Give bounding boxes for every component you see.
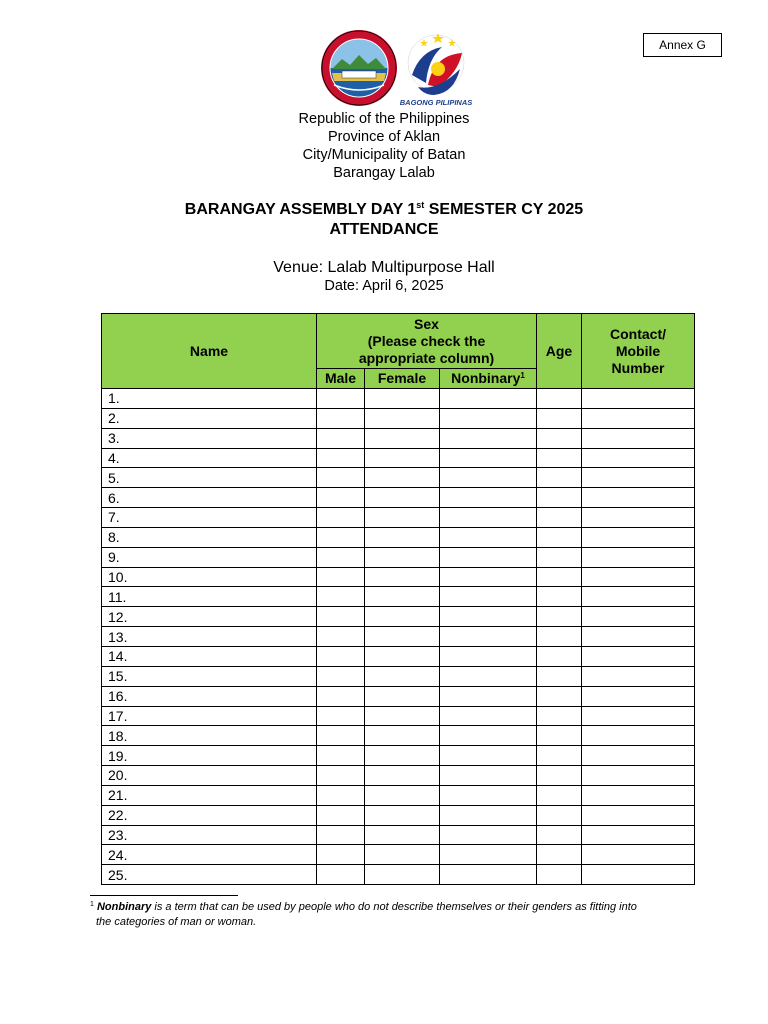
name-cell: 13. — [102, 627, 317, 647]
female-cell[interactable] — [365, 547, 440, 567]
name-cell: 18. — [102, 726, 317, 746]
nonbinary-cell[interactable] — [440, 805, 537, 825]
attendance-rows — [102, 389, 695, 885]
female-cell[interactable] — [365, 428, 440, 448]
name-cell: 10. — [102, 567, 317, 587]
age-cell[interactable] — [537, 428, 582, 448]
male-cell[interactable] — [317, 706, 365, 726]
age-cell[interactable] — [537, 666, 582, 686]
age-cell[interactable] — [537, 508, 582, 528]
header-sex — [317, 314, 537, 369]
male-cell[interactable] — [317, 766, 365, 786]
table-row — [102, 607, 695, 627]
table-row — [102, 666, 695, 686]
name-cell: 6. — [102, 488, 317, 508]
table-row — [102, 746, 695, 766]
footnote-text-2: the categories of man or woman. — [96, 916, 257, 928]
nonbinary-cell[interactable] — [440, 666, 537, 686]
age-cell[interactable] — [537, 567, 582, 587]
table-row — [102, 408, 695, 428]
contact-cell[interactable] — [582, 865, 695, 885]
nonbinary-cell[interactable] — [440, 825, 537, 845]
venue-text: Venue: Lalab Multipurpose Hall — [273, 259, 495, 276]
contact-cell[interactable] — [582, 666, 695, 686]
title-main: BARANGAY ASSEMBLY DAY 1 — [184, 201, 417, 218]
contact-cell[interactable] — [582, 488, 695, 508]
header-sex-instruction-2: appropriate column) — [358, 349, 495, 366]
footnote-term: Nonbinary — [96, 901, 152, 913]
attendance-table — [101, 313, 695, 885]
nonbinary-cell[interactable] — [440, 865, 537, 885]
nonbinary-cell[interactable] — [440, 468, 537, 488]
header-female: Female — [365, 369, 440, 389]
age-cell[interactable] — [537, 389, 582, 409]
title-superscript: st — [416, 200, 425, 210]
female-cell[interactable] — [365, 607, 440, 627]
age-cell[interactable] — [537, 706, 582, 726]
nonbinary-cell[interactable] — [440, 726, 537, 746]
contact-cell[interactable] — [582, 627, 695, 647]
contact-cell[interactable] — [582, 527, 695, 547]
footnote-marker: 1 — [90, 901, 94, 908]
title-line-1 — [0, 200, 768, 220]
male-cell[interactable] — [317, 468, 365, 488]
name-cell: 20. — [102, 766, 317, 786]
table-row — [102, 686, 695, 706]
male-cell[interactable] — [317, 865, 365, 885]
header-contact — [582, 314, 695, 389]
contact-cell[interactable] — [582, 825, 695, 845]
female-cell[interactable] — [365, 408, 440, 428]
age-cell[interactable] — [537, 547, 582, 567]
male-cell[interactable] — [317, 508, 365, 528]
age-cell[interactable] — [537, 766, 582, 786]
table-row — [102, 547, 695, 567]
header-contact-line-3: Number — [611, 359, 665, 376]
contact-cell[interactable] — [582, 408, 695, 428]
male-cell[interactable] — [317, 587, 365, 607]
header-nonbinary-footnote-ref: 1 — [520, 371, 525, 380]
contact-cell[interactable] — [582, 428, 695, 448]
contact-cell[interactable] — [582, 607, 695, 627]
nonbinary-cell[interactable] — [440, 547, 537, 567]
name-cell: 2. — [102, 408, 317, 428]
header-contact-line-1: Contact/ — [610, 325, 666, 342]
female-cell[interactable] — [365, 468, 440, 488]
contact-cell[interactable] — [582, 785, 695, 805]
female-cell[interactable] — [365, 785, 440, 805]
name-cell: 8. — [102, 527, 317, 547]
age-cell[interactable] — [537, 746, 582, 766]
address-line-republic: Republic of the Philippines — [298, 111, 470, 127]
nonbinary-cell[interactable] — [440, 706, 537, 726]
nonbinary-cell[interactable] — [440, 408, 537, 428]
male-cell[interactable] — [317, 785, 365, 805]
nonbinary-cell[interactable] — [440, 746, 537, 766]
header-contact-line-2: Mobile — [615, 342, 661, 359]
female-cell[interactable] — [365, 865, 440, 885]
table-row — [102, 627, 695, 647]
name-cell: 5. — [102, 468, 317, 488]
female-cell[interactable] — [365, 746, 440, 766]
age-cell[interactable] — [537, 408, 582, 428]
contact-cell[interactable] — [582, 746, 695, 766]
nonbinary-cell[interactable] — [440, 646, 537, 666]
table-row — [102, 508, 695, 528]
footnote-text-1: is a term that can be used by people who do not describe themselves or their genders as fitting into — [151, 901, 637, 913]
nonbinary-cell[interactable] — [440, 686, 537, 706]
female-cell[interactable] — [365, 805, 440, 825]
nonbinary-cell[interactable] — [440, 527, 537, 547]
male-cell[interactable] — [317, 825, 365, 845]
date-text: Date: April 6, 2025 — [324, 278, 444, 294]
table-row — [102, 865, 695, 885]
female-cell[interactable] — [365, 666, 440, 686]
name-cell: 14. — [102, 646, 317, 666]
nonbinary-cell[interactable] — [440, 587, 537, 607]
table-row — [102, 428, 695, 448]
bagong-pilipinas-logo — [398, 29, 478, 109]
age-cell[interactable] — [537, 607, 582, 627]
nonbinary-cell[interactable] — [440, 448, 537, 468]
female-cell[interactable] — [365, 766, 440, 786]
contact-cell[interactable] — [582, 389, 695, 409]
age-cell[interactable] — [537, 527, 582, 547]
table-row — [102, 646, 695, 666]
female-cell[interactable] — [365, 627, 440, 647]
male-cell[interactable] — [317, 527, 365, 547]
table-row — [102, 805, 695, 825]
age-cell[interactable] — [537, 488, 582, 508]
contact-cell[interactable] — [582, 686, 695, 706]
female-cell[interactable] — [365, 686, 440, 706]
header-age: Age — [537, 314, 582, 389]
name-cell: 15. — [102, 666, 317, 686]
table-row — [102, 706, 695, 726]
age-cell[interactable] — [537, 726, 582, 746]
annex-label: Annex G — [643, 33, 722, 57]
table-row — [102, 448, 695, 468]
contact-cell[interactable] — [582, 567, 695, 587]
nonbinary-cell[interactable] — [440, 389, 537, 409]
age-cell[interactable] — [537, 448, 582, 468]
nonbinary-cell[interactable] — [440, 428, 537, 448]
age-cell[interactable] — [537, 646, 582, 666]
age-cell[interactable] — [537, 785, 582, 805]
age-cell[interactable] — [537, 587, 582, 607]
contact-cell[interactable] — [582, 845, 695, 865]
female-cell[interactable] — [365, 726, 440, 746]
document-title — [0, 200, 768, 240]
contact-cell[interactable] — [582, 706, 695, 726]
male-cell[interactable] — [317, 646, 365, 666]
male-cell[interactable] — [317, 726, 365, 746]
contact-cell[interactable] — [582, 646, 695, 666]
header-name: Name — [102, 314, 317, 389]
footnote — [90, 900, 690, 930]
female-cell[interactable] — [365, 448, 440, 468]
contact-cell[interactable] — [582, 547, 695, 567]
female-cell[interactable] — [365, 646, 440, 666]
name-cell: 17. — [102, 706, 317, 726]
address-line-province: Province of Aklan — [327, 129, 441, 145]
nonbinary-cell[interactable] — [440, 567, 537, 587]
contact-cell[interactable] — [582, 508, 695, 528]
nonbinary-cell[interactable] — [440, 488, 537, 508]
name-cell: 22. — [102, 805, 317, 825]
male-cell[interactable] — [317, 389, 365, 409]
female-cell[interactable] — [365, 825, 440, 845]
header-male: Male — [317, 369, 365, 389]
nonbinary-cell[interactable] — [440, 508, 537, 528]
name-cell: 4. — [102, 448, 317, 468]
contact-cell[interactable] — [582, 805, 695, 825]
footnote-divider — [90, 895, 238, 896]
address-line-barangay: Barangay Lalab — [333, 165, 435, 181]
male-cell[interactable] — [317, 686, 365, 706]
age-cell[interactable] — [537, 825, 582, 845]
male-cell[interactable] — [317, 408, 365, 428]
nonbinary-cell[interactable] — [440, 845, 537, 865]
male-cell[interactable] — [317, 666, 365, 686]
name-cell: 7. — [102, 508, 317, 528]
address-line-municipality: City/Municipality of Batan — [302, 147, 466, 163]
header-sex-instruction-1: (Please check the — [367, 332, 486, 349]
name-cell: 23. — [102, 825, 317, 845]
header-sex-title: Sex — [414, 315, 439, 332]
male-cell[interactable] — [317, 488, 365, 508]
female-cell[interactable] — [365, 488, 440, 508]
table-row — [102, 567, 695, 587]
contact-cell[interactable] — [582, 726, 695, 746]
female-cell[interactable] — [365, 587, 440, 607]
table-row — [102, 468, 695, 488]
header-nonbinary — [440, 369, 537, 389]
bagong-pilipinas-caption: BAGONG PILIPINAS — [399, 98, 473, 107]
name-cell: 16. — [102, 686, 317, 706]
female-cell[interactable] — [365, 706, 440, 726]
table-row — [102, 389, 695, 409]
name-cell: 12. — [102, 607, 317, 627]
age-cell[interactable] — [537, 468, 582, 488]
male-cell[interactable] — [317, 805, 365, 825]
age-cell[interactable] — [537, 845, 582, 865]
female-cell[interactable] — [365, 527, 440, 547]
male-cell[interactable] — [317, 607, 365, 627]
title-line-2: ATTENDANCE — [329, 221, 439, 238]
name-cell: 3. — [102, 428, 317, 448]
nonbinary-cell[interactable] — [440, 607, 537, 627]
name-cell: 25. — [102, 865, 317, 885]
male-cell[interactable] — [317, 627, 365, 647]
table-row — [102, 785, 695, 805]
barangay-seal-logo — [320, 29, 398, 107]
nonbinary-cell[interactable] — [440, 766, 537, 786]
header-nonbinary-label: Nonbinary — [451, 370, 521, 386]
contact-cell[interactable] — [582, 587, 695, 607]
name-cell: 19. — [102, 746, 317, 766]
table-row — [102, 527, 695, 547]
contact-cell[interactable] — [582, 766, 695, 786]
title-semester: SEMESTER CY 2025 — [424, 201, 584, 218]
name-cell: 21. — [102, 785, 317, 805]
contact-cell[interactable] — [582, 448, 695, 468]
female-cell[interactable] — [365, 845, 440, 865]
female-cell[interactable] — [365, 567, 440, 587]
male-cell[interactable] — [317, 845, 365, 865]
table-row — [102, 825, 695, 845]
name-cell: 9. — [102, 547, 317, 567]
age-cell[interactable] — [537, 805, 582, 825]
female-cell[interactable] — [365, 389, 440, 409]
table-row — [102, 587, 695, 607]
table-row — [102, 766, 695, 786]
name-cell: 11. — [102, 587, 317, 607]
address-block — [0, 110, 768, 182]
age-cell[interactable] — [537, 865, 582, 885]
age-cell[interactable] — [537, 627, 582, 647]
male-cell[interactable] — [317, 448, 365, 468]
contact-cell[interactable] — [582, 468, 695, 488]
table-row — [102, 845, 695, 865]
table-row — [102, 488, 695, 508]
age-cell[interactable] — [537, 686, 582, 706]
male-cell[interactable] — [317, 547, 365, 567]
male-cell[interactable] — [317, 567, 365, 587]
nonbinary-cell[interactable] — [440, 785, 537, 805]
table-row — [102, 726, 695, 746]
male-cell[interactable] — [317, 428, 365, 448]
name-cell: 24. — [102, 845, 317, 865]
nonbinary-cell[interactable] — [440, 627, 537, 647]
name-cell: 1. — [102, 389, 317, 409]
female-cell[interactable] — [365, 508, 440, 528]
male-cell[interactable] — [317, 746, 365, 766]
